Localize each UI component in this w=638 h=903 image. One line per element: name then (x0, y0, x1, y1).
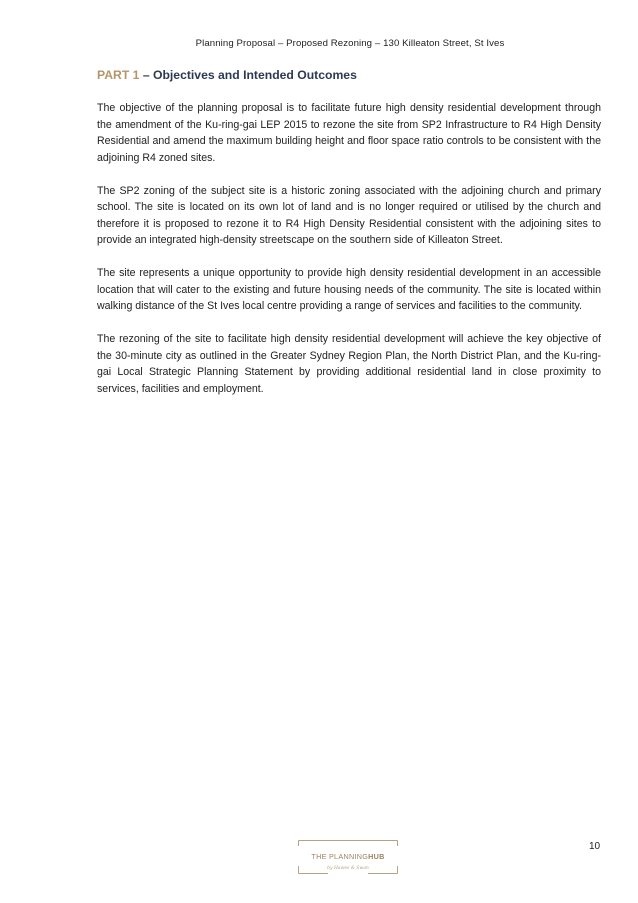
body-text (97, 100, 601, 414)
planning-hub-logo (298, 840, 398, 874)
paragraph-objective: The objective of the planning proposal is to facilitate future high density residential development through the amendment of the Ku-ring-gai LEP 2015 to rezone the site from SP2 Infrastructure to R4 High Density Residential and amend the maximum building height and floor space ratio controls to be consistent with the adjoining R4 zoned sites. (97, 102, 601, 164)
part-title: – Objectives and Intended Outcomes (142, 68, 357, 82)
section-heading (97, 68, 357, 82)
paragraph-opportunity: The site represents a unique opportunity to provide high density residential development in an accessible location that will cater to the existing and future housing needs of the community. The site is located within walking distance of the St Ives local centre providing a range of services and facilities to the community. (97, 267, 601, 312)
paragraph-rezoning: The rezoning of the site to facilitate high density residential development will achieve the key objective of the 30-minute city as outlined in the Greater Sydney Region Plan, the North District Plan, and the Ku-ring-gai Local Strategic Planning Statement by providing additional residential land in close proximity to services, facilities and employment. (97, 333, 601, 395)
part-label: PART 1 (97, 68, 140, 82)
logo-tagline: by Hawes & Swan (327, 866, 369, 871)
logo-wordmark (298, 852, 398, 861)
paragraph-sp2-zoning: The SP2 zoning of the subject site is a historic zoning associated with the adjoining church and primary school. The site is located on its own lot of land and is no longer required or utilised by the church and therefore it is proposed to rezone it to R4 High Density Residential consistent with the adjoining sites to provide an integrated high-density streetscape on the southern side of Killeaton Street. (97, 184, 601, 246)
logo-wordmark-light: THE PLANNING (311, 852, 369, 861)
running-header: Planning Proposal – Proposed Rezoning – 130 Killeaton Street, St Ives (195, 38, 505, 49)
page-number: 10 (589, 841, 601, 852)
logo-wordmark-bold: HUB (368, 852, 385, 861)
